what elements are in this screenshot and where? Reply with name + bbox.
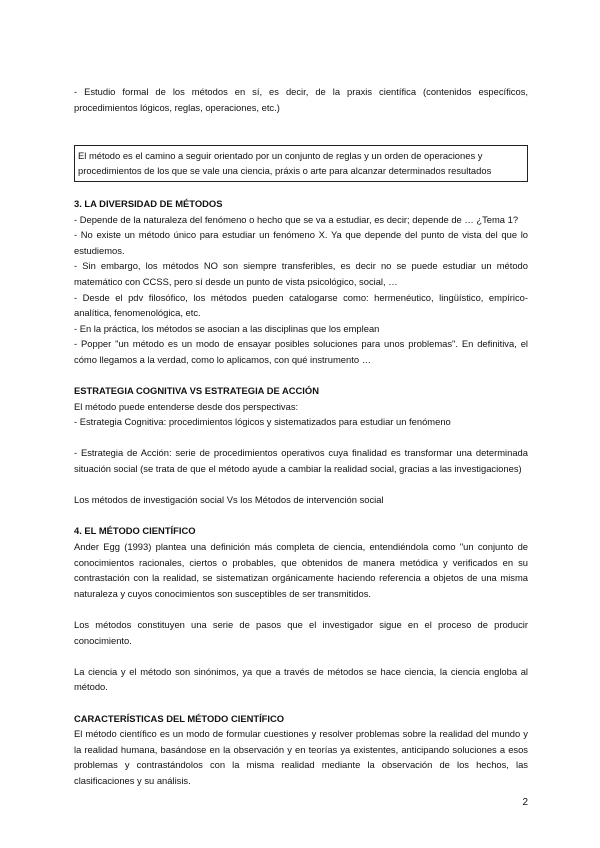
list-item: - Desde el pdv filosófico, los métodos pueden catalogarse como: hermenéutico, lingüístico, empírico-analítica, fenomenológica, etc. <box>74 291 528 319</box>
page-number: 2 <box>522 797 528 808</box>
estrategia-accion: - Estrategia de Acción: serie de procedimientos operativos cuya finalidad es transformar una determinada situación social (se trata de que el método ayude a cambiar la realidad social, gracias a las investigaciones) <box>74 447 528 475</box>
section-4-paragraph-3: La ciencia y el método son sinónimos, ya que a través de métodos se hace ciencia, la ciencia engloba al método. <box>74 665 528 693</box>
section-4-paragraph-1: Ander Egg (1993) plantea una definición más completa de ciencia, entendiéndola como "un conjunto de conocimientos racionales, ciertos o probables, que obtenidos de manera metódica y verificados en su contrastación con la realidad, se sistematizan orgánicamente haciendo referencia a objetos de una misma naturaleza y cuyos conocimientos son susceptibles de ser transmitidos. <box>74 541 528 599</box>
list-item: - Popper "un método es un modo de ensayar posibles soluciones para unos problemas". En definitiva, el cómo llegamos a la verdad, como lo aplicamos, con qué instrumento … <box>74 338 528 365</box>
section-4-paragraph-2: Los métodos constituyen una serie de pasos que el investigador sigue en el proceso de producir conocimiento. <box>74 619 528 646</box>
caracteristicas-paragraph: El método científico es un modo de formular cuestiones y resolver problemas sobre la realidad del mundo y la realidad humana, basándose en la observación y en teorías ya existentes, anticipando soluciones a esos problemas y contrastándolos con la misma realidad mediante la observación de los hechos, las clasificaciones y su análisis. <box>74 728 528 786</box>
estrategia-heading: ESTRATEGIA COGNITIVA VS ESTRATEGIA DE ACCIÓN <box>74 385 319 397</box>
definition-box <box>74 145 528 182</box>
caracteristicas-heading: CARACTERÍSTICAS DEL MÉTODO CIENTÍFICO <box>74 712 285 724</box>
estrategia-contrast: Los métodos de investigación social Vs los Métodos de intervención social <box>74 494 384 506</box>
estrategia-cognitiva: - Estrategia Cognitiva: procedimientos lógicos y sistematizados para estudiar un fenómeno <box>74 416 451 428</box>
section-3-heading: 3. LA DIVERSIDAD DE MÉTODOS <box>74 197 223 209</box>
list-item: - No existe un método único para estudiar un fenómeno X. Ya que depende del punto de vista del que lo estudiemos. <box>74 229 528 256</box>
section-4-heading: 4. EL MÉTODO CIENTÍFICO <box>74 525 196 537</box>
list-item: - Sin embargo, los métodos NO son siempre transferibles, es decir no se puede estudiar un método matemático con CCSS, pero sí desde un punto de vista psicológico, social, … <box>74 260 528 287</box>
document-page <box>74 84 528 789</box>
estrategia-intro: El método puede entenderse desde dos perspectivas: <box>74 400 299 412</box>
intro-bullet: - Estudio formal de los métodos en sí, es decir, de la praxis científica (contenidos específicos, procedimientos lógicos, reglas, operaciones, etc.) <box>74 86 528 113</box>
list-item: - Depende de la naturaleza del fenómeno o hecho que se va a estudiar, es decir; depende de … ¿Tema 1? <box>74 213 519 225</box>
list-item: - En la práctica, los métodos se asocian a las disciplinas que los emplean <box>74 322 380 334</box>
definition-text: El método es el camino a seguir orientado por un conjunto de reglas y un orden de operaciones y procedimientos de los que se vale una ciencia, práxis o arte para alcanzar determinados resultados <box>78 149 492 177</box>
